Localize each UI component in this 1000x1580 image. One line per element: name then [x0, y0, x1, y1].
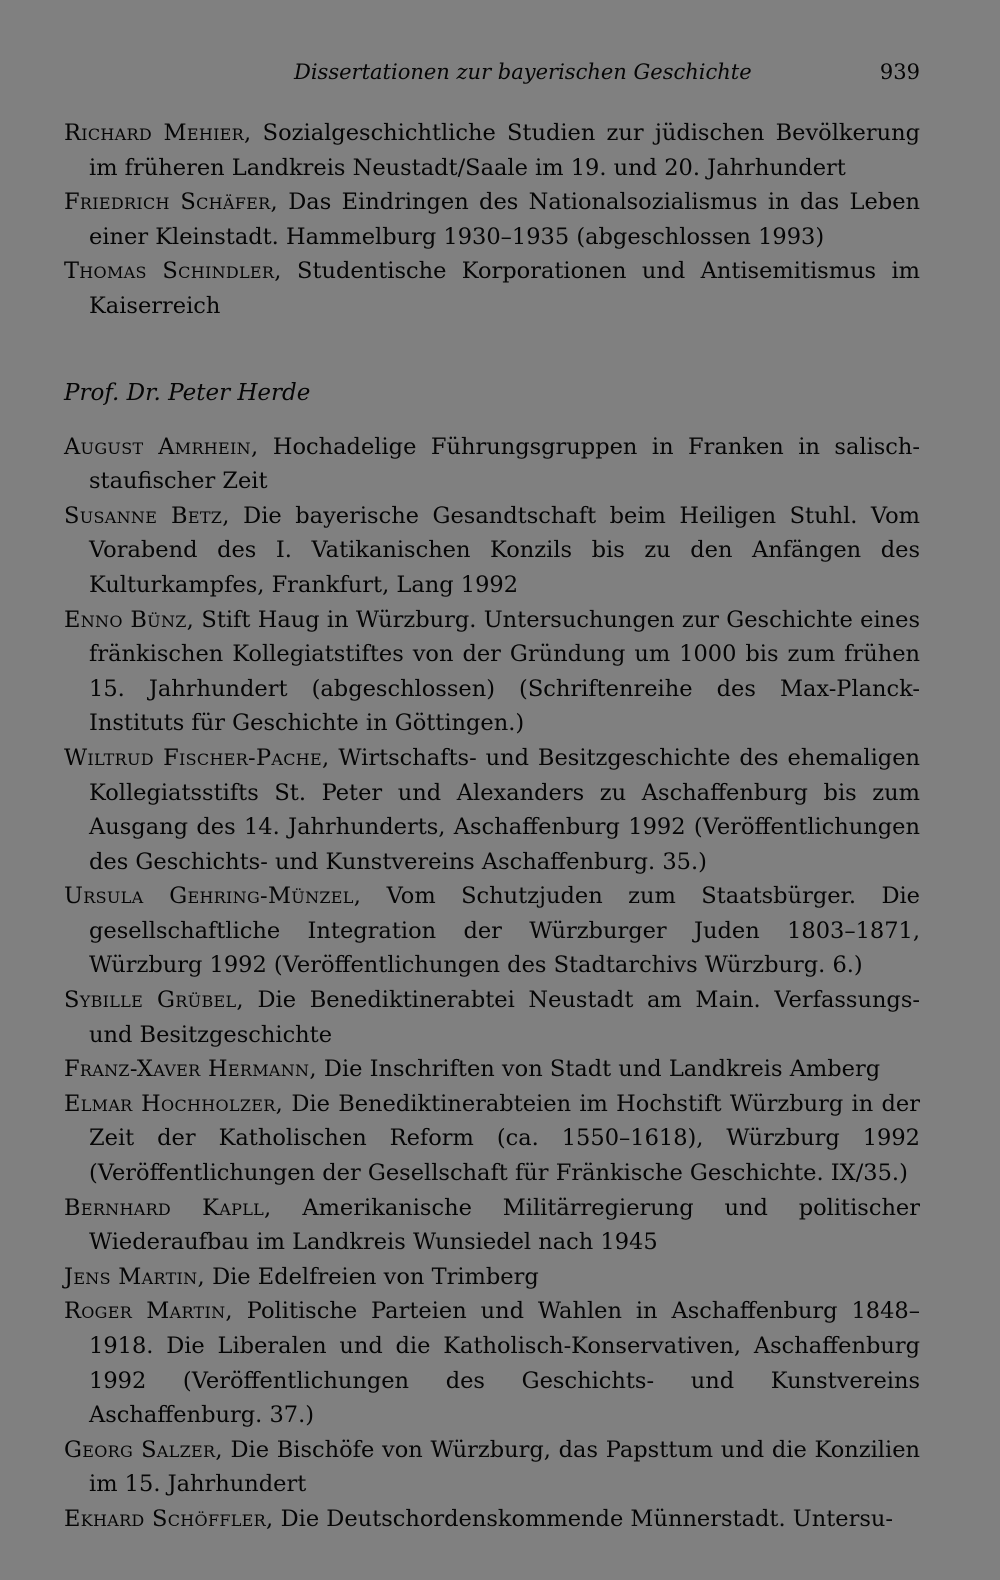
- entry-author: Elmar Hochholzer,: [64, 1090, 284, 1117]
- entry-author: Ursula Gehring-Münzel,: [64, 883, 362, 910]
- entry-title: Hochadelige Führungsgruppen in Franken in salisch-staufischer Zeit: [89, 433, 921, 495]
- entry-title: Die Benediktinerabtei Neustadt am Main. Verfassungs- und Besitzgeschichte: [89, 987, 920, 1048]
- entry-title: Die Benediktinerabteien im Hochstift Würzburg in der Zeit der Katholischen Reform (ca. 1550–1618), Würzburg 1992 (Veröffentlichungen der Gesellschaft für Fränkische Geschichte. IX/35.): [89, 1090, 920, 1187]
- entry-author: Jens Martin,: [64, 1263, 205, 1290]
- entry-title: Das Eindringen des Nationalsozialismus in das Leben einer Kleinstadt. Hammelburg 1930–1935 (abgeschlossen 1993): [89, 189, 920, 250]
- entry-title: Die Deutschordenskommende Münnerstadt. Untersu-: [273, 1505, 893, 1532]
- supervisor-heading: Prof. Dr. Peter Herde: [64, 379, 311, 406]
- entry-title: Die Bischöfe von Würzburg, das Papsttum und die Konzilien im 15. Jahrhundert: [89, 1436, 920, 1498]
- entry-author: Richard Mehier,: [64, 120, 252, 146]
- entry-author: Franz-Xaver Hermann,: [64, 1056, 317, 1083]
- entry-author: Wiltrud Fischer-Pache,: [64, 744, 330, 771]
- page-number: 939: [879, 60, 920, 84]
- bibliography-entry: [64, 254, 920, 323]
- entry-title: Politische Parteien und Wahlen in Aschaffenburg 1848–1918. Die Liberalen und die Katholisch-Konservativen, Aschaffenburg 1992 (Veröffentlichungen des Geschichts- und Kunstvereins Aschaffenburg. 37.): [89, 1298, 920, 1429]
- bibliography-entry: [64, 1260, 920, 1295]
- entry-author: Friedrich Schäfer,: [64, 189, 278, 216]
- entry-author: Georg Salzer,: [64, 1436, 223, 1463]
- entry-author: Enno Bünz,: [64, 606, 195, 633]
- section-2-entries: [64, 430, 920, 1537]
- entry-title: Die Inschriften von Stadt und Landkreis Amberg: [316, 1056, 881, 1083]
- bibliography-entry: [64, 879, 920, 983]
- bibliography-entry: [64, 1502, 920, 1537]
- bibliography-entry: [64, 603, 920, 741]
- running-title: Dissertationen zur bayerischen Geschichte: [294, 60, 752, 84]
- entry-title: Amerikanische Militärregierung und politischer Wiederaufbau im Landkreis Wunsiedel nach 1945: [89, 1194, 921, 1256]
- bibliography-entry: [64, 1294, 920, 1432]
- entry-title: Stift Haug in Würzburg. Untersuchungen zur Geschichte eines fränkischen Kollegiatstiftes von der Gründung um 1000 bis zum frühen 15. Jahrhundert (abgeschlossen) (Schriftenreihe des Max-Planck-Instituts für Geschichte in Göttingen.): [89, 606, 920, 737]
- entry-author: Roger Martin,: [64, 1298, 233, 1325]
- bibliography-entry: [64, 116, 920, 185]
- entry-author: Ekhard Schöffler,: [64, 1505, 274, 1532]
- entry-title: Vom Schutzjuden zum Staatsbürger. Die gesellschaftliche Integration der Würzburger Juden 1803–1871, Würzburg 1992 (Veröffentlichungen des Stadtarchivs Würzburg. 6.): [89, 883, 920, 979]
- document-page: [64, 60, 920, 1537]
- entry-author: Susanne Betz,: [64, 502, 230, 529]
- running-head: [64, 60, 920, 90]
- bibliography-entry: [64, 499, 920, 603]
- bibliography-entry: [64, 741, 920, 879]
- entry-author: Bernhard Kapll,: [64, 1194, 272, 1221]
- entry-title: Wirtschafts- und Besitzgeschichte des ehemaligen Kollegiatsstifts St. Peter und Alexanders zu Aschaffenburg bis zum Ausgang des 14. Jahrhunderts, Aschaffenburg 1992 (Veröffentlichungen des Geschichts- und Kunstvereins Aschaffenburg. 35.): [89, 744, 920, 875]
- bibliography-entry: [64, 1052, 920, 1087]
- bibliography-entry: [64, 430, 920, 499]
- section-1-entries: [64, 116, 920, 324]
- entry-title: Die Edelfreien von Trimberg: [204, 1263, 539, 1290]
- entry-title: Die bayerische Gesandtschaft beim Heiligen Stuhl. Vom Vorabend des I. Vatikanischen Konzils bis zu den Anfängen des Kulturkampfes, Frankfurt, Lang 1992: [89, 502, 920, 598]
- bibliography-entry: [64, 983, 920, 1052]
- bibliography-entry: [64, 185, 920, 254]
- entry-author: August Amrhein,: [64, 433, 259, 460]
- entry-title: Sozialgeschichtliche Studien zur jüdischen Bevölkerung im früheren Landkreis Neustadt/Saale im 19. und 20. Jahrhundert: [89, 120, 920, 181]
- entry-author: Thomas Schindler,: [64, 258, 282, 285]
- bibliography-entry: [64, 1191, 920, 1260]
- entry-author: Sybille Grübel,: [64, 987, 244, 1014]
- entry-title: Studentische Korporationen und Antisemitismus im Kaiserreich: [89, 258, 920, 319]
- bibliography-entry: [64, 1433, 920, 1502]
- bibliography-entry: [64, 1087, 920, 1191]
